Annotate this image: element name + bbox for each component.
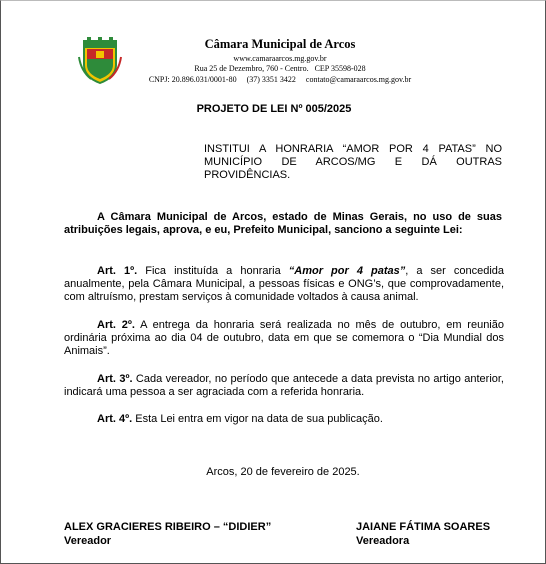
chamber-contact: CNPJ: 20.896.031/0001-80 (37) 3351 3422 contato@camaraarcos.mg.gov.br bbox=[148, 75, 412, 84]
signatory-name: ALEX GRACIERES RIBEIRO – “DIDIER” bbox=[64, 521, 272, 533]
article-1 bbox=[64, 265, 504, 304]
bill-title: PROJETO DE LEI Nº 005/2025 bbox=[196, 103, 352, 115]
article-3 bbox=[64, 373, 504, 399]
article-label: Art. 1º. bbox=[97, 265, 138, 277]
signature-block bbox=[356, 520, 490, 548]
signatory-name: JAIANE FÁTIMA SOARES bbox=[356, 521, 491, 533]
article-text: Fica instituída a honraria bbox=[137, 265, 289, 277]
honor-name: “Amor por 4 patas” bbox=[288, 265, 406, 277]
signatory-role: Vereador bbox=[64, 535, 112, 547]
date-line: Arcos, 20 de fevereiro de 2025. bbox=[206, 466, 360, 478]
chamber-name: Câmara Municipal de Arcos bbox=[204, 37, 356, 51]
bill-preamble: A Câmara Municipal de Arcos, estado de Minas Gerais, no uso de suas atribuições legais, aprova, e eu, Prefeito Municipal, sanciono a seguinte Lei: bbox=[64, 211, 502, 236]
signatory-role: Vereadora bbox=[356, 535, 410, 547]
article-2 bbox=[64, 319, 504, 358]
chamber-address: Rua 25 de Dezembro, 760 - Centro. CEP 35598-028 bbox=[194, 64, 366, 73]
article-label: Art. 2º. bbox=[97, 319, 135, 331]
signature-block bbox=[64, 520, 271, 548]
article-text: , a ser concedida anualmente, pela Câmara Municipal, a pessoas físicas e ONG’s, que comprovadamente, com altruísmo, prestam serviços à comunidade voltados à causa animal. bbox=[64, 265, 504, 303]
bill-summary: INSTITUI A HONRARIA “AMOR POR 4 PATAS” NO MUNICÍPIO DE ARCOS/MG E DÁ OUTRAS PROVIDÊNCIAS. bbox=[204, 143, 502, 181]
article-label: Art. 4º. bbox=[97, 413, 133, 425]
article-text: Esta Lei entra em vigor na data de sua publicação. bbox=[132, 413, 383, 425]
article-label: Art. 3º. bbox=[97, 373, 133, 385]
chamber-website: www.camaraarcos.mg.gov.br bbox=[233, 54, 327, 63]
article-text: Cada vereador, no período que antecede a data prevista no artigo anterior, indicará uma pessoa a ser agraciada com a referida honraria. bbox=[64, 373, 504, 398]
article-text: A entrega da honraria será realizada no mês de outubro, em reunião ordinária próxima ao dia 04 de outubro, data em que se comemora o “Dia Mundial dos Animais”. bbox=[64, 319, 504, 357]
article-4 bbox=[64, 413, 504, 426]
